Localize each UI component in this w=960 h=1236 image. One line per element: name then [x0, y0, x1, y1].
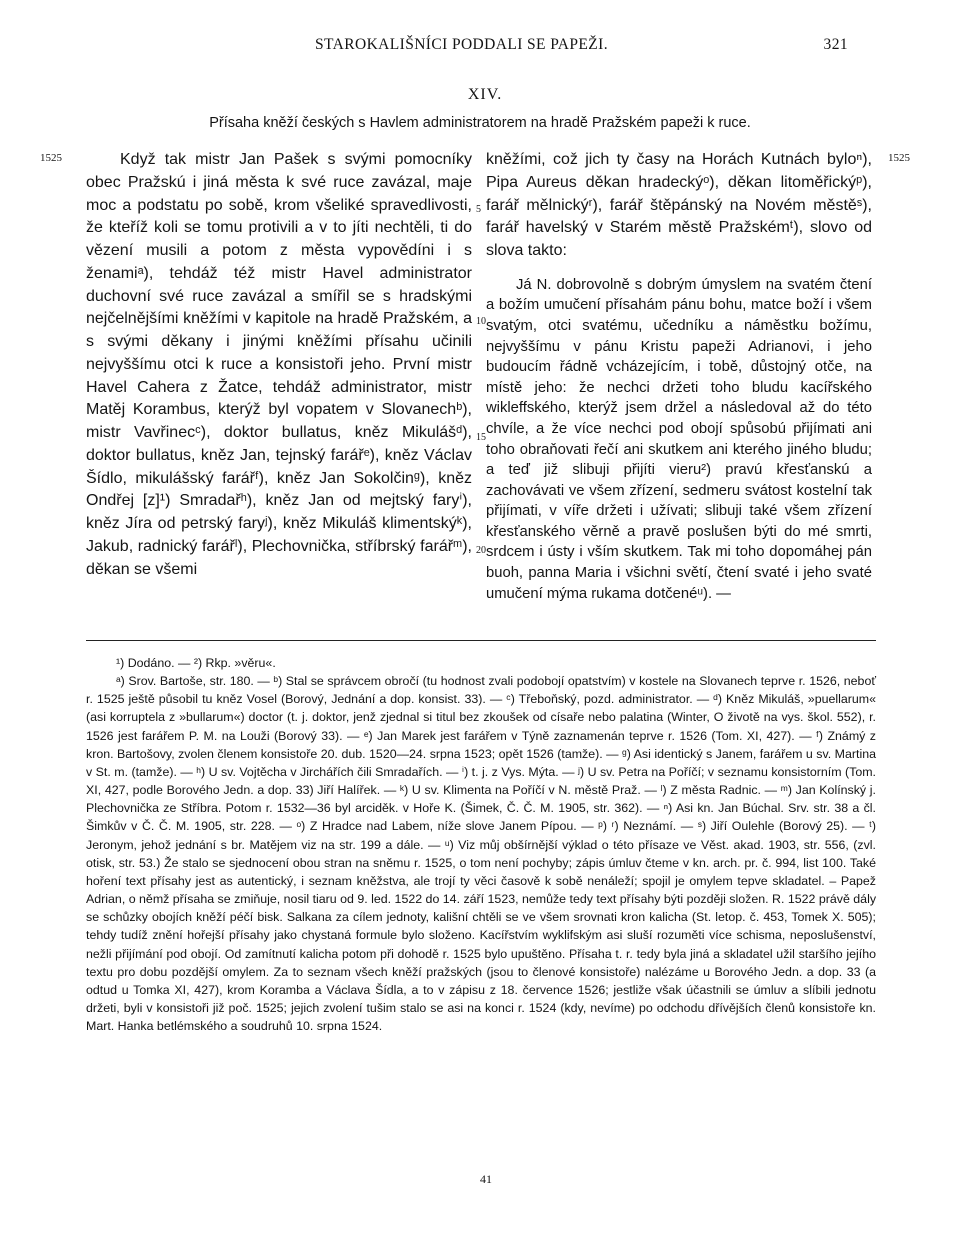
margin-year-right: 1525 [888, 152, 910, 164]
page-number: 321 [823, 36, 848, 53]
line-number: 15 [476, 432, 486, 443]
right-column-text: kněžími, což jich ty časy na Horách Kutnách byloⁿ), Pipa Aureus děkan hradeckýᵒ), děkan litoměřickýᵖ), farář mělnickýʳ), farář štěpánský na Novém městěˢ), farář havelský v Starém městě Pražskémᵗ), slovo od slova takto: [486, 151, 872, 259]
line-number: 5 [476, 204, 481, 215]
footnote-numeric: ¹) Dodáno. — ²) Rkp. »věru«. [116, 656, 276, 670]
left-column [86, 149, 472, 581]
left-column-text: Když tak mistr Jan Pašek s svými pomocníky obec Pražskú i jiná města k své ruce zavázal, maje moc a podstatu po sobě, krom všeliké spravedlivosti, že kteříž koli se tomu protivili a v to jíti nechtěli, ti do vězení musili a potom z města vypovědíni i s ženamiᵃ), tehdáž též mistr Havel administrator duchovní své ruce zavázal a smířil se s hradskými nejčelnějšími kněžími v kapitole na hradě Pražském, a s svými děkany i jinými kněžími přísahu učinili nejvyššímu otci k ruce a konsistoři jeho. První mistr Havel Cahera z Žatce, tehdáž administrator, mistr Matěj Korambus, kterýž byl vopatem v Slovanechᵇ), mistr Vavřinecᶜ), doktor bullatus, kněz Mikulášᵈ), doktor bullatus, kněz Jan, tejnský farářᵉ), kněz Václav Šídlo, mikulášský farářᶠ), kněz Jan Sokolčinᵍ), kněz Ondřej [z]¹) Smradařʰ), kněz Jan od mejtský faryⁱ), kněz Jíra od petrský faryʲ), kněz Mikuláš klimentskýᵏ), Jakub, radnický farářˡ), Plechovnička, stříbrský farářᵐ), děkan se všemi [86, 151, 472, 578]
line-number: 10 [476, 316, 486, 327]
margin-year-left: 1525 [40, 152, 62, 164]
running-title: STAROKALIŠNÍCI PODDALI SE PAPEŽI. [315, 36, 608, 53]
footnotes [86, 654, 876, 1035]
section-title: Přísaha kněží českých s Havlem administratorem na hradě Pražském papeži k ruce. [209, 115, 751, 131]
footnote-rule [86, 640, 876, 641]
right-column [486, 149, 872, 604]
section-number: XIV. [467, 86, 503, 103]
signature-mark: 41 [480, 1172, 492, 1186]
line-number: 20 [476, 545, 486, 556]
oath-text: Já N. dobrovolně s dobrým úmyslem na svatém čtení a božím umučení přísahám pánu bohu, matce boží i všem svatým, otci svatému, učedníku a náměstku božímu, nejvyššímu v pánu Kristu papeži Adrianovi, i jeho budoucím řádně vcházejícím, i tobě, důstojný otče, na místě jeho: že nechci držeti toho bludu kacířského wikleffského, kterýž jsem držel a následoval až do této chvíle, a že více nechci pod obojí spůsobú přijímati ani toho obraňovati řečí ani skutkem ani kterého jiného bludu; a teď již slibuji přijíti vieru²) pravú křesťanskú a zachovávati ve všem zřízení, sedmeru svátost kostelní tak přijímati, v víře držeti i užívati; slibuji také všem zřízení křesťanského věrně a pravě poslušen býti do mé smrti, srdcem i ústy i vším skutkem. Tak mi toho dopomáhej pán buoh, panna Maria i všichni světí, čtení svaté i jeho svaté umučení mýma rukama dotčenéᵘ). — [486, 276, 872, 602]
footnote-body: ᵃ) Srov. Bartoše, str. 180. — ᵇ) Stal se správcem obročí (tu hodnost zvali podobojí opatstvím) v kostele na Slovanech teprve r. 1526, neboť r. 1525 ještě působil tu kněz Vosel (Borový, Jednání a dop. konsist. 33). — ᶜ) Třeboňský, pozd. administrator. — ᵈ) Kněz Mikuláš, »puellarum« (asi korruptela z »bullarum«) doctor (t. j. doktor, jenž zjednal si titul bez zkoušek od císaře nebo palatina (Winter, O životě na vys. škol. 552), r. 1526 jest farářem P. M. na Louži (Borový 33). — ᵉ) Jan Marek jest farářem v Týně zaznamenán teprve r. 1526 (Tom. XI, 427). — ᶠ) Známý z kron. Bartošovy, zvolen členem konsistoře 20. dub. 1520—24. srpna 1523; opět 1526 (tamže). — ᵍ) Asi identický s Janem, farářem u sv. Martina v St. m. (tamže). — ʰ) U sv. Vojtěcha v Jirchářích čili Smradařích. — ⁱ) t. j. z Vys. Mýta. — ʲ) U sv. Petra na Poříčí; v seznamu konsistorním (Tom. XI, 427, podle Borového Jedn. a dop. 33) Jiří Halířek. — ᵏ) U sv. Klimenta na Poříčí v N. městě Praž. — ˡ) Z města Radnic. — ᵐ) Jan Kolínský j. Plechovnička ze Stříbra. Potom r. 1532—36 byl arciděk. v Hoře K. (Šimek, Č. Č. M. 1905, str. 362). — ⁿ) Asi kn. Jan Búchal. Srv. str. 38 a čl. Šimkův v Č. Č. M. 1905, str. 228. — ᵒ) Z Hradce nad Labem, níže slove Janem Pípou. — ᵖ) ʳ) Neznámí. — ˢ) Jiří Oulehle (Borový 25). — ᵗ) Jeronym, jehož jednání s br. Matějem viz na str. 199 a dále. — ᵘ) Viz můj obšírnější výklad o této přísaze ve Věst. akad. 1903, str. 556, (zvl. otisk, str. 53.) Že stalo se sjednocení obou stran na sněmu r. 1525, o tom není pochyby; zápis úmluv čteme v kn. arch. pr. č. 994, list 100. Také hoření text přísahy jest as autentický, i seznam kněžstva, ale trojí ty věci časově k sobě nenáleží; spojil je omylem tepve skladatel. – Papež Adrian, o němž přísaha se zmiňuje, nosil tiaru od 9. led. 1522 do 14. září 1523, nemůže tedy text přísahy býti později složen. R. 1522 právě dály se schůzky obojích kněží péčí bisk. Salkana za cílem jednoty, kališní chtěli se ve všem srovnati kron kalicha (St. letop. č. 453, Tomek X. 505); tehdy tudíž znění hořejší přísahy jako chystaná formule bylo složeno. Kacířstvím wyklifským asi sluší rozuměti více schisma, neposlušenství, nežli přijímání pod obojí. Od zamítnutí kalicha potom při dohodě r. 1525 bylo upuštěno. Přísaha t. r. tedy byla jiná a skladatel užil staršího jejího textu pro dobu pozdější omylem. Za to seznam všech kněží pražských (jsou to členové konsistoře) nalézáme u Borového Jedn. a dop. 33 (a odtud u Tomka XI, 427), krom Koramba a Václava Šídla, a to v zápisu z 18. července 1526; jestliže však účastnili se úmluv a slíbili jednotu držeti, byli v konsistoři již poč. 1525; jejich zvolení tušim stalo se asi na konci r. 1524 (kdy, nevíme) po odchodu dřívějších členů konsistoře kn. Mart. Hanka betlémského a soudruhů 10. srpna 1524. [86, 674, 877, 1034]
